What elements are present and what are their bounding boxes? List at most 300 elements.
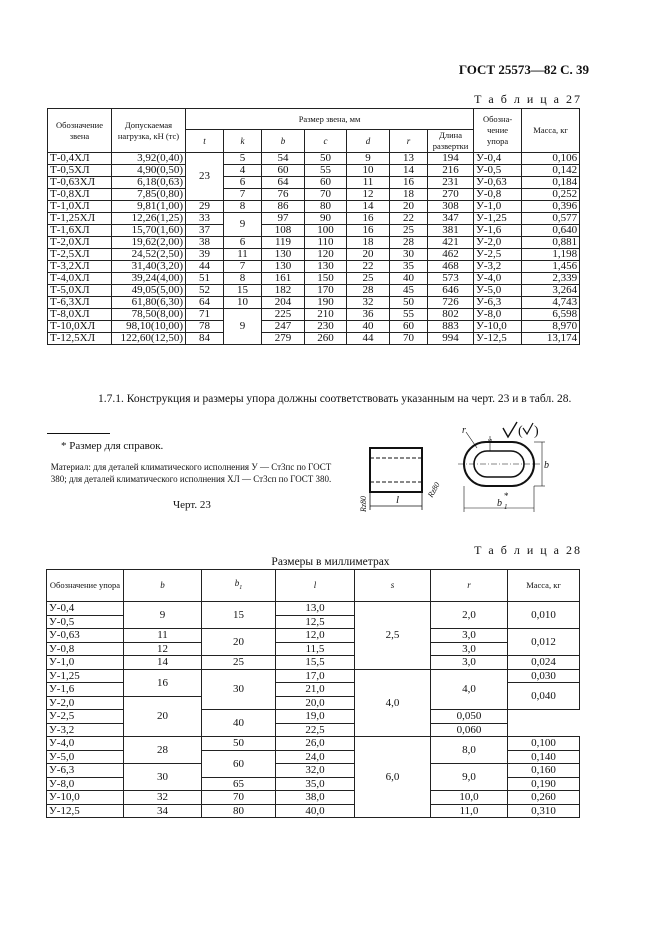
table-cell: 3,0 [431,642,508,656]
table-cell: 52 [186,285,224,297]
table-cell: 28 [347,285,390,297]
table-row [48,165,580,177]
table-cell: 15 [224,285,262,297]
table-cell: 64 [186,297,224,309]
table-cell: 16 [124,669,202,696]
table-cell: 119 [262,237,305,249]
table-cell: 11 [347,177,390,189]
side-view-icon [359,448,442,513]
table-cell: 0,160 [508,764,580,778]
table-cell: 170 [305,285,347,297]
table-cell: 31,40(3,20) [112,261,186,273]
table-cell: 10,0 [431,791,508,805]
table-cell: 19,0 [276,710,355,724]
table-cell: 35 [390,261,428,273]
table-cell: 4,0 [431,669,508,710]
table-cell: У-8,0 [47,777,124,791]
table-cell: 3,0 [431,629,508,643]
table-cell: 0,100 [508,737,580,751]
table-row [48,189,580,201]
table-cell: 45 [390,285,428,297]
table-cell: 7,85(0,80) [112,189,186,201]
table-cell: 12,5 [276,615,355,629]
col-r: r [431,570,508,602]
table-cell: 38,0 [276,791,355,805]
table-cell: 0,184 [522,177,580,189]
table-cell: 150 [305,273,347,285]
table-cell: У-10,0 [47,791,124,805]
table-cell: 210 [305,309,347,321]
table-cell: У-1,25 [47,669,124,683]
table-row [48,237,580,249]
table-cell: 0,040 [508,683,580,710]
table-cell: 8,970 [522,321,580,333]
table-cell: У-1,0 [47,656,124,670]
table-cell: У-1,6 [47,683,124,697]
table-cell: 14 [347,201,390,213]
table-cell: 84 [186,333,224,345]
table-cell: 4,0 [355,669,431,737]
table-cell: 0,106 [522,153,580,165]
table-cell: 13 [390,153,428,165]
table-cell: 231 [428,177,474,189]
table-cell: Т-12,5ХЛ [48,333,112,345]
table-cell: 0,050 [431,710,508,724]
table-cell: 20 [347,249,390,261]
table-row [47,629,580,643]
table-row [48,285,580,297]
table-cell: 204 [262,297,305,309]
table-cell: 20,0 [276,696,355,710]
table-cell: У-0,5 [47,615,124,629]
col-length: Длина развертки [428,130,474,153]
table-28-units: Размеры в миллиметрах [271,556,390,568]
col-mass: Масса, кг [522,109,580,153]
table-cell: 4,90(0,50) [112,165,186,177]
table-cell: 40 [390,273,428,285]
table-cell: У-8,0 [474,309,522,321]
col-stop-designation: Обозначение упора [47,570,124,602]
table-cell: 2,5 [355,602,431,670]
table-cell: 60 [390,321,428,333]
table-cell: 9,0 [431,764,508,791]
col-stop: Обозна-чение упора [474,109,522,153]
table-cell: 190 [305,297,347,309]
table-cell: 6,0 [355,737,431,818]
table-cell: У-2,5 [47,710,124,724]
table-cell: 3,0 [431,656,508,670]
table-row [48,333,580,345]
table-cell: 130 [262,261,305,273]
table-cell: 23 [186,153,224,201]
table-cell: 78,50(8,00) [112,309,186,321]
table-cell: 8 [224,201,262,213]
table-cell: 7 [224,189,262,201]
table-cell: 0,140 [508,750,580,764]
table-cell: 25 [390,225,428,237]
table-cell: 60 [305,177,347,189]
table-cell: 18 [347,237,390,249]
table-cell: 28 [124,737,202,764]
table-cell: У-0,5 [474,165,522,177]
paragraph-1-7-1: 1.7.1. Конструкция и размеры упора должны соответствовать указанным на черт. 23 и в табл. 28. [98,393,572,405]
table-row [48,249,580,261]
table-cell: 61,80(6,30) [112,297,186,309]
table-cell: У-10,0 [474,321,522,333]
page-header: ГОСТ 25573—82 С. 39 [458,62,589,77]
table-cell: 36 [347,309,390,321]
col-s: s [355,570,431,602]
table-row [47,791,580,805]
table-cell: 225 [262,309,305,321]
table-cell: 10 [224,297,262,309]
table-cell: 100 [305,225,347,237]
table-cell: У-12,5 [474,333,522,345]
table-cell: 15,70(1,60) [112,225,186,237]
col-c: c [305,130,347,153]
table-cell: 60 [262,165,305,177]
svg-text:(: ( [518,424,523,439]
table-cell: Т-0,4ХЛ [48,153,112,165]
table-row [48,225,580,237]
table-cell: Т-0,5ХЛ [48,165,112,177]
material-note: Материал: для деталей климатического исполнения У — Ст3пс по ГОСТ 380; для деталей климатического исполнения ХЛ — Ст3сп по ГОСТ 380. [50,462,332,484]
table-cell: 33 [186,213,224,225]
label-rz-left: Rz80 [359,496,368,512]
table-cell: Т-2,5ХЛ [48,249,112,261]
table-cell: 16 [390,177,428,189]
table-cell: 4 [224,165,262,177]
col-k: k [224,130,262,153]
drawing-caption: Черт. 23 [173,499,211,511]
table-cell: 1,456 [522,261,580,273]
table-cell: 2,339 [522,273,580,285]
table-cell: 0,010 [508,602,580,629]
table-cell: 6 [224,177,262,189]
svg-text:): ) [534,424,539,439]
table-cell: 9 [224,213,262,237]
table-cell: 646 [428,285,474,297]
table-cell: Т-1,6ХЛ [48,225,112,237]
table-cell: 32,0 [276,764,355,778]
table-cell: 270 [428,189,474,201]
table-cell: 13,0 [276,602,355,616]
table-cell: 347 [428,213,474,225]
table-cell: 0,012 [508,629,580,656]
table-cell: 130 [305,261,347,273]
table-cell: 0,190 [508,777,580,791]
table-cell: 18 [390,189,428,201]
table-cell: У-3,2 [47,723,124,737]
table-cell: Т-0,8ХЛ [48,189,112,201]
label-b: b [544,460,549,471]
table-cell: 12 [124,642,202,656]
table-cell: 80 [305,201,347,213]
table-cell: 54 [262,153,305,165]
table-cell: У-6,3 [47,764,124,778]
table-cell: 14 [124,656,202,670]
table-cell: 994 [428,333,474,345]
table-row [47,669,580,683]
table-cell: 25 [347,273,390,285]
drawing-23 [340,418,560,528]
table-cell: 6 [224,237,262,249]
table-cell: 16 [347,213,390,225]
table-cell: 78 [186,321,224,333]
table-cell: 3,92(0,40) [112,153,186,165]
table-cell: Т-3,2ХЛ [48,261,112,273]
table-cell: 182 [262,285,305,297]
col-designation: Обозначение звена [48,109,112,153]
table-cell: У-2,0 [47,696,124,710]
table-cell: Т-8,0ХЛ [48,309,112,321]
table-cell: 32 [124,791,202,805]
table-cell: 468 [428,261,474,273]
table-cell: У-0,8 [47,642,124,656]
table-cell: 260 [305,333,347,345]
table-cell: 26,0 [276,737,355,751]
table-row [47,656,580,670]
table-cell: 726 [428,297,474,309]
table-cell: 10 [347,165,390,177]
table-cell: 21,0 [276,683,355,697]
table-row [48,309,580,321]
table-cell: Т-5,0ХЛ [48,285,112,297]
table-27 [47,108,580,345]
table-cell: 50 [390,297,428,309]
table-row [48,321,580,333]
table-cell: 3,264 [522,285,580,297]
table-cell: 120 [305,249,347,261]
table-cell: 0,310 [508,804,580,818]
table-cell: 49,05(5,00) [112,285,186,297]
col-t: t [186,130,224,153]
table-cell: 35,0 [276,777,355,791]
table-cell: Т-1,25ХЛ [48,213,112,225]
table-cell: 194 [428,153,474,165]
table-cell: 34 [124,804,202,818]
table-cell: 39,24(4,00) [112,273,186,285]
table-cell: 0,640 [522,225,580,237]
table-cell: 51 [186,273,224,285]
table-cell: 4,743 [522,297,580,309]
table-row [48,177,580,189]
table-cell: 70 [390,333,428,345]
table-cell: 12 [347,189,390,201]
table-cell: 802 [428,309,474,321]
table-cell: 40 [202,710,276,737]
table-cell: 25 [202,656,276,670]
table-cell: 76 [262,189,305,201]
table-cell: 97 [262,213,305,225]
table-cell: 17,0 [276,669,355,683]
table-cell: 11 [224,249,262,261]
table-cell: 55 [390,309,428,321]
col-size-group: Размер звена, мм [186,109,474,130]
label-l: l [396,494,400,506]
table-cell: 230 [305,321,347,333]
table-cell: 38 [186,237,224,249]
col-load: Допускаемая нагрузка, кН (тс) [112,109,186,153]
table-cell: 0,260 [508,791,580,805]
table-cell: 80 [202,804,276,818]
table-cell: 30 [202,669,276,710]
table-cell: 24,52(2,50) [112,249,186,261]
label-rz-right: Rz80 [425,480,442,499]
table-cell: 0,030 [508,669,580,683]
table-cell: У-4,0 [47,737,124,751]
table-cell: 0,024 [508,656,580,670]
table-cell: 20 [124,696,202,737]
table-cell: 0,881 [522,237,580,249]
table-cell: 22 [347,261,390,273]
table-cell: 12,26(1,25) [112,213,186,225]
table-cell: У-1,25 [474,213,522,225]
label-b1: b [497,498,502,509]
table-cell: 5 [224,153,262,165]
table-cell: 44 [186,261,224,273]
table-cell: 110 [305,237,347,249]
table-cell: 8 [224,273,262,285]
table-cell: 8,0 [431,737,508,764]
table-cell: 40,0 [276,804,355,818]
col-d: d [347,130,390,153]
table-cell: 70 [305,189,347,201]
table-cell: 6,598 [522,309,580,321]
table-cell: У-12,5 [47,804,124,818]
table-cell: 161 [262,273,305,285]
table-cell: 98,10(10,00) [112,321,186,333]
table-cell: 13,174 [522,333,580,345]
table-cell: 381 [428,225,474,237]
table-cell: У-0,4 [474,153,522,165]
table-cell: 50 [305,153,347,165]
table-cell: 19,62(2,00) [112,237,186,249]
table-cell: 15 [202,602,276,629]
label-b1-sub: 1 [504,503,508,511]
table-cell: 64 [262,177,305,189]
table-cell: Т-10,0ХЛ [48,321,112,333]
table-cell: 9,81(1,00) [112,201,186,213]
table-27-caption: Т а б л и ц а 27 [474,92,582,106]
table-cell: 11,5 [276,642,355,656]
table-cell: 0,060 [431,723,508,737]
table-cell: 22 [390,213,428,225]
label-star: * [504,491,509,501]
col-r: r [390,130,428,153]
table-cell: 14 [390,165,428,177]
table-cell: У-6,3 [474,297,522,309]
table-cell: 0,396 [522,201,580,213]
table-row [48,297,580,309]
table-row [47,602,580,616]
table-cell: 11,0 [431,804,508,818]
table-cell: 6,18(0,63) [112,177,186,189]
table-cell: 60 [202,750,276,777]
table-row [48,201,580,213]
table-cell: 0,142 [522,165,580,177]
table-cell: 216 [428,165,474,177]
table-row [48,213,580,225]
table-cell: 108 [262,225,305,237]
col-b: b [124,570,202,602]
table-cell: 65 [202,777,276,791]
table-cell: 9 [347,153,390,165]
table-cell: У-2,5 [474,249,522,261]
table-cell: 90 [305,213,347,225]
table-cell: У-0,8 [474,189,522,201]
col-b1: $b_1$ [202,570,276,602]
table-cell: 11 [124,629,202,643]
table-cell: 122,60(12,50) [112,333,186,345]
table-cell: Т-6,3ХЛ [48,297,112,309]
table-cell: У-5,0 [47,750,124,764]
table-cell: 12,0 [276,629,355,643]
col-b: b [262,130,305,153]
table-cell: 71 [186,309,224,321]
table-cell: 2,0 [431,602,508,629]
table-cell: У-0,63 [474,177,522,189]
table-cell: 130 [262,249,305,261]
table-cell: 55 [305,165,347,177]
table-row [48,261,580,273]
table-cell: 279 [262,333,305,345]
table-cell: 86 [262,201,305,213]
label-r: r [462,425,466,436]
table-row [47,804,580,818]
table-row [48,273,580,285]
table-cell: 29 [186,201,224,213]
table-cell: 37 [186,225,224,237]
footnote-rule [47,433,110,434]
table-cell: 20 [202,629,276,656]
table-row [47,642,580,656]
footnote: * Размер для справок. [61,440,164,452]
table-cell: У-1,6 [474,225,522,237]
table-cell: 39 [186,249,224,261]
table-cell: 28 [390,237,428,249]
table-cell: 20 [390,201,428,213]
col-mass: Масса, кг [508,570,580,602]
table-cell: 0,252 [522,189,580,201]
table-cell: 308 [428,201,474,213]
table-cell: У-5,0 [474,285,522,297]
table-row [47,737,580,751]
table-cell: 70 [202,791,276,805]
table-cell: 16 [347,225,390,237]
table-cell: 7 [224,261,262,273]
table-cell: 50 [202,737,276,751]
table-cell: 24,0 [276,750,355,764]
table-cell: У-4,0 [474,273,522,285]
table-cell: У-0,4 [47,602,124,616]
table-cell: 9 [224,309,262,345]
table-cell: У-1,0 [474,201,522,213]
table-cell: 30 [390,249,428,261]
table-cell: Т-1,0ХЛ [48,201,112,213]
col-l: l [276,570,355,602]
table-cell: 462 [428,249,474,261]
label-s: s [485,438,494,442]
table-cell: 883 [428,321,474,333]
table-cell: Т-0,63ХЛ [48,177,112,189]
table-cell: У-3,2 [474,261,522,273]
table-cell: 1,198 [522,249,580,261]
table-cell: 15,5 [276,656,355,670]
table-cell: Т-4,0ХЛ [48,273,112,285]
table-cell: 9 [124,602,202,629]
table-cell: У-2,0 [474,237,522,249]
